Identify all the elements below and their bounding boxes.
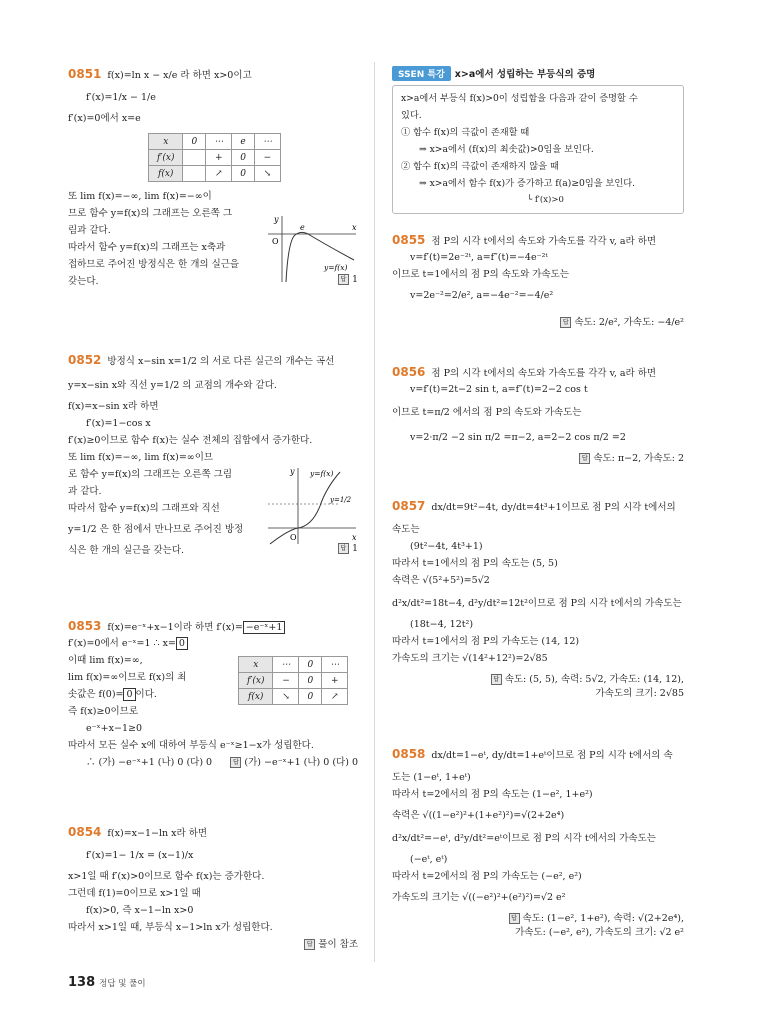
solution-text: f′(x)=0에서 e⁻ˣ=1 ∴ x= <box>68 638 176 649</box>
solution-line: 이때 lim f(x)=∞, <box>68 655 143 666</box>
solution-line: v=2e⁻²=2/e², a=−4e⁻²=−4/e² <box>410 290 554 301</box>
table-cell: ↘ <box>254 166 280 182</box>
table-cell: f(x) <box>239 689 273 705</box>
table-cell: ⋯ <box>206 134 232 150</box>
answer-text: 풀이 참조 <box>318 939 358 950</box>
table-cell: x <box>149 134 183 150</box>
problem-0851 <box>68 66 358 285</box>
x-label: x <box>352 533 357 542</box>
solution-line: 이므로 t=1에서의 점 P의 속도와 가속도는 <box>392 269 569 280</box>
answer-mark: 답 <box>560 317 571 328</box>
solution-line: 방정식 x−sin x=1/2 의 서로 다른 실근의 개수는 곡선 <box>107 356 335 367</box>
solution-line: f(x)=x−1−ln x라 하면 <box>107 828 208 839</box>
table-cell: 0 <box>299 673 322 689</box>
table-cell: + <box>206 150 232 166</box>
solution-line: 따라서 함수 y=f(x)의 그래프는 x축과 <box>68 242 226 253</box>
page-number: 138 <box>68 975 96 990</box>
solution-line: 따라서 모든 실수 x에 대하여 부등식 e⁻ˣ≥1−x가 성립한다. <box>68 740 314 751</box>
ssen-line: └ f′(x)>0 <box>527 195 564 205</box>
ssen-line: x>a에서 부등식 f(x)>0이 성립함을 다음과 같이 증명할 수 <box>401 93 638 104</box>
answer-mark: 답 <box>338 543 349 554</box>
table-cell: ↗ <box>206 166 232 182</box>
table-cell: + <box>322 673 348 689</box>
ssen-line: ① 함수 f(x)의 극값이 존재할 때 <box>401 127 530 138</box>
ssen-line: 있다. <box>401 110 422 121</box>
solution-line: lim f(x)=∞이므로 f(x)의 최 <box>68 672 187 683</box>
table-cell: − <box>273 673 299 689</box>
table-cell: ⋯ <box>322 657 348 673</box>
solution-line: 접하므로 주어진 방정식은 한 개의 실근을 <box>68 259 240 270</box>
solution-line: f′(x)=0에서 x=e <box>68 113 141 124</box>
problem-number: 0856 <box>392 365 426 379</box>
solution-line: 또 lim f(x)=−∞, lim f(x)=∞이므 <box>68 452 214 463</box>
answer-text: 1 <box>351 543 358 554</box>
solution-line: 과 같다. <box>68 486 102 497</box>
solution-line: f′(x)=1−cos x <box>86 418 151 429</box>
answer-text: 속도: (1−e², 1+e²), 속력: √(2+2e⁴), <box>522 913 684 924</box>
problem-0857 <box>392 498 684 699</box>
table-cell: − <box>254 150 280 166</box>
solution-line: 따라서 t=1에서의 점 P의 속도는 (5, 5) <box>392 558 558 569</box>
answer <box>68 936 358 950</box>
column-divider <box>374 62 375 962</box>
solution-line: v=2·π/2 −2 sin π/2 =π−2, a=2−2 cos π/2 =2 <box>410 432 626 443</box>
answer-mark: 답 <box>230 757 241 768</box>
solution-line: d²x/dt²=18t−4, d²y/dt²=12t²이므로 점 P의 시각 t에서의 가속도는 <box>392 598 682 609</box>
table-cell <box>183 166 206 182</box>
table-cell: f(x) <box>149 166 183 182</box>
solution-line: x>1일 때 f′(x)>0이므로 함수 f(x)는 증가한다. <box>68 871 265 882</box>
table-cell: f′(x) <box>239 673 273 689</box>
solution-line: 속력은 √(5²+5²)=5√2 <box>392 575 490 586</box>
ssen-badge: SSEN 특강 <box>392 66 451 81</box>
table-cell: 0 <box>232 150 255 166</box>
solution-line: 속력은 √((1−e²)²+(1+e²)²)=√(2+2e⁴) <box>392 810 565 821</box>
problem-number: 0858 <box>392 747 426 761</box>
solution-line: (18t−4, 12t²) <box>410 619 474 630</box>
table-cell: 0 <box>232 166 255 182</box>
answer <box>392 671 684 685</box>
problem-number: 0853 <box>68 619 102 633</box>
problem-number: 0854 <box>68 825 102 839</box>
answer-text: 속도: π−2, 가속도: 2 <box>593 453 684 464</box>
answer-mark: 답 <box>338 274 349 285</box>
footer-label: 정답 및 풀이 <box>99 979 146 989</box>
e-label: e <box>300 223 305 232</box>
solution-line: 식은 한 개의 실근을 갖는다. <box>68 545 185 556</box>
solution-line: dx/dt=1−eᵗ, dy/dt=1+eᵗ이므로 점 P의 시각 t에서의 속 <box>431 750 673 761</box>
solution-text: 솟값은 f(0)= <box>68 689 124 700</box>
answer-text: 가속도의 크기: 2√85 <box>595 688 684 699</box>
solution-line: 따라서 t=1에서의 점 P의 가속도는 (14, 12) <box>392 636 580 647</box>
ssen-title: x>a에서 성립하는 부등식의 증명 <box>454 69 596 80</box>
blank-box: 0 <box>123 688 135 701</box>
solution-line: (−eᵗ, eᵗ) <box>410 854 448 865</box>
solution-line: 따라서 t=2에서의 점 P의 가속도는 (−e², e²) <box>392 871 582 882</box>
answer-text: (가) −e⁻ˣ+1 (나) 0 (다) 0 <box>244 757 358 768</box>
x-label: x <box>352 223 357 232</box>
solution-line: 로 함수 y=f(x)의 그래프는 오른쪽 그림 <box>68 469 233 480</box>
problem-number: 0851 <box>68 67 102 81</box>
graph-0851 <box>268 214 358 284</box>
y-label: y <box>290 467 295 476</box>
table-cell: 0 <box>299 657 322 673</box>
ssen-line: ⇒ x>a에서 함수 f(x)가 증가하고 f(a)≥0임을 보인다. <box>419 178 636 189</box>
solution-line: 즉 f(x)≥0이므로 <box>68 706 139 717</box>
solution-line: d²x/dt²=−eᵗ, d²y/dt²=eᵗ이므로 점 P의 시각 t에서의 가속도는 <box>392 833 656 844</box>
increase-decrease-table <box>148 133 281 182</box>
curve-label: y=f(x) <box>324 263 348 272</box>
solution-line: 점 P의 시각 t에서의 속도와 가속도를 각각 v, a라 하면 <box>431 236 657 247</box>
answer <box>392 910 684 924</box>
solution-line: 가속도의 크기는 √((−e²)²+(e²)²)=√2 e² <box>392 892 566 903</box>
solution-line: 갖는다. <box>68 276 99 287</box>
solution-line: ∴ (가) −e⁻ˣ+1 (나) 0 (다) 0 <box>86 757 213 768</box>
solution-line: v=f′(t)=2t−2 sin t, a=f″(t)=2−2 cos t <box>410 384 588 395</box>
increase-decrease-table <box>238 656 348 705</box>
problem-0854 <box>68 824 358 950</box>
solution-line <box>68 635 358 652</box>
origin-label: O <box>272 237 279 246</box>
solution-line: f(x)=ln x − x/e 라 하면 x>0이고 <box>107 70 252 81</box>
table-cell: ↘ <box>273 689 299 705</box>
solution-line: 따라서 t=2에서의 점 P의 속도는 (1−e², 1+e²) <box>392 789 593 800</box>
answer-text: 가속도: (−e², e²), 가속도의 크기: √2 e² <box>515 927 684 938</box>
solution-line: v=f′(t)=2e⁻²ᵗ, a=f″(t)=−4e⁻²ᵗ <box>410 252 548 263</box>
table-cell: ↗ <box>322 689 348 705</box>
answer-text: 속도: 2/e², 가속도: −4/e² <box>574 317 684 328</box>
blank-box: 0 <box>176 637 188 650</box>
answer <box>392 314 684 328</box>
blank-box: −e⁻ˣ+1 <box>243 621 286 634</box>
solution-line: 가속도의 크기는 √(14²+12²)=2√85 <box>392 653 548 664</box>
table-cell <box>183 150 206 166</box>
answer <box>392 450 684 464</box>
solution-line: e⁻ˣ+x−1≥0 <box>86 723 142 734</box>
solution-line: (9t²−4t, 4t³+1) <box>410 541 483 552</box>
table-cell: f′(x) <box>149 150 183 166</box>
answer-mark: 답 <box>304 939 315 950</box>
origin-label: O <box>290 533 297 542</box>
problem-0858 <box>392 746 684 938</box>
curve <box>286 232 354 282</box>
table-cell: x <box>239 657 273 673</box>
table-cell: e <box>232 134 255 150</box>
solution-line: 이므로 t=π/2 에서의 점 P의 속도와 가속도는 <box>392 407 582 418</box>
solution-line: 따라서 x>1일 때, 부등식 x−1>ln x가 성립한다. <box>68 922 273 933</box>
problem-number: 0855 <box>392 233 426 247</box>
page-footer <box>68 975 146 990</box>
solution-line: 또 lim f(x)=−∞, lim f(x)=−∞이 <box>68 191 212 202</box>
problem-0853 <box>68 618 358 768</box>
graph-0852 <box>268 466 358 546</box>
table-cell: 0 <box>299 689 322 705</box>
answer-text: 1 <box>351 274 358 285</box>
table-cell: ⋯ <box>254 134 280 150</box>
solution-line: f′(x)=1− 1/x = (x−1)/x <box>86 850 194 861</box>
solution-line: 므로 함수 y=f(x)의 그래프는 오른쪽 그 <box>68 208 233 219</box>
solution-line: 림과 같다. <box>68 225 111 236</box>
table-cell: ⋯ <box>273 657 299 673</box>
solution-line: f′(x)≥0이므로 함수 f(x)는 실수 전체의 집합에서 증가한다. <box>68 435 313 446</box>
ssen-content <box>392 85 684 214</box>
solution-line: 따라서 함수 y=f(x)의 그래프와 직선 <box>68 503 220 514</box>
solution-line: 도는 (1−eᵗ, 1+eᵗ) <box>392 772 471 783</box>
ssen-line: ② 함수 f(x)의 극값이 존재하지 않을 때 <box>401 161 559 172</box>
y-label: y <box>274 215 279 224</box>
solution-line: 점 P의 시각 t에서의 속도와 가속도를 각각 v, a라 하면 <box>431 368 657 379</box>
line-label: y=1/2 <box>330 496 352 504</box>
solution-line: y=1/2 은 한 점에서 만나므로 주어진 방정 <box>68 524 244 535</box>
curve-label: y=f(x) <box>310 469 334 478</box>
problem-0852 <box>68 352 358 554</box>
solution-line: f(x)>0, 즉 x−1−ln x>0 <box>86 905 194 916</box>
solution-line: f(x)=e⁻ˣ+x−1이라 하면 f′(x)= <box>107 622 243 633</box>
answer-mark: 답 <box>579 453 590 464</box>
problem-number: 0852 <box>68 353 102 367</box>
solution-line: y=x−sin x와 직선 y=1/2 의 교점의 개수와 같다. <box>68 380 277 391</box>
answer-text: 속도: (5, 5), 속력: 5√2, 가속도: (14, 12), <box>504 674 684 685</box>
solution-line: 속도는 <box>392 524 420 535</box>
solution-line: dx/dt=9t²−4t, dy/dt=4t³+1이므로 점 P의 시각 t에서의 <box>431 502 676 513</box>
curve <box>270 472 340 544</box>
table-cell: 0 <box>183 134 206 150</box>
solution-line: 그런데 f(1)=0이므로 x>1일 때 <box>68 888 201 899</box>
ssen-line: ⇒ x>a에서 (f(x)의 최솟값)>0임을 보인다. <box>419 144 594 155</box>
solution-text: 이다. <box>135 689 157 700</box>
solution-line: f(x)=x−sin x라 하면 <box>68 401 159 412</box>
ssen-special-box <box>392 66 684 214</box>
solution-line: f′(x)=1/x − 1/e <box>86 92 156 103</box>
answer-mark: 답 <box>491 674 502 685</box>
problem-0856 <box>392 364 684 464</box>
problem-number: 0857 <box>392 499 426 513</box>
answer-mark: 답 <box>509 913 520 924</box>
problem-0855 <box>392 232 684 328</box>
